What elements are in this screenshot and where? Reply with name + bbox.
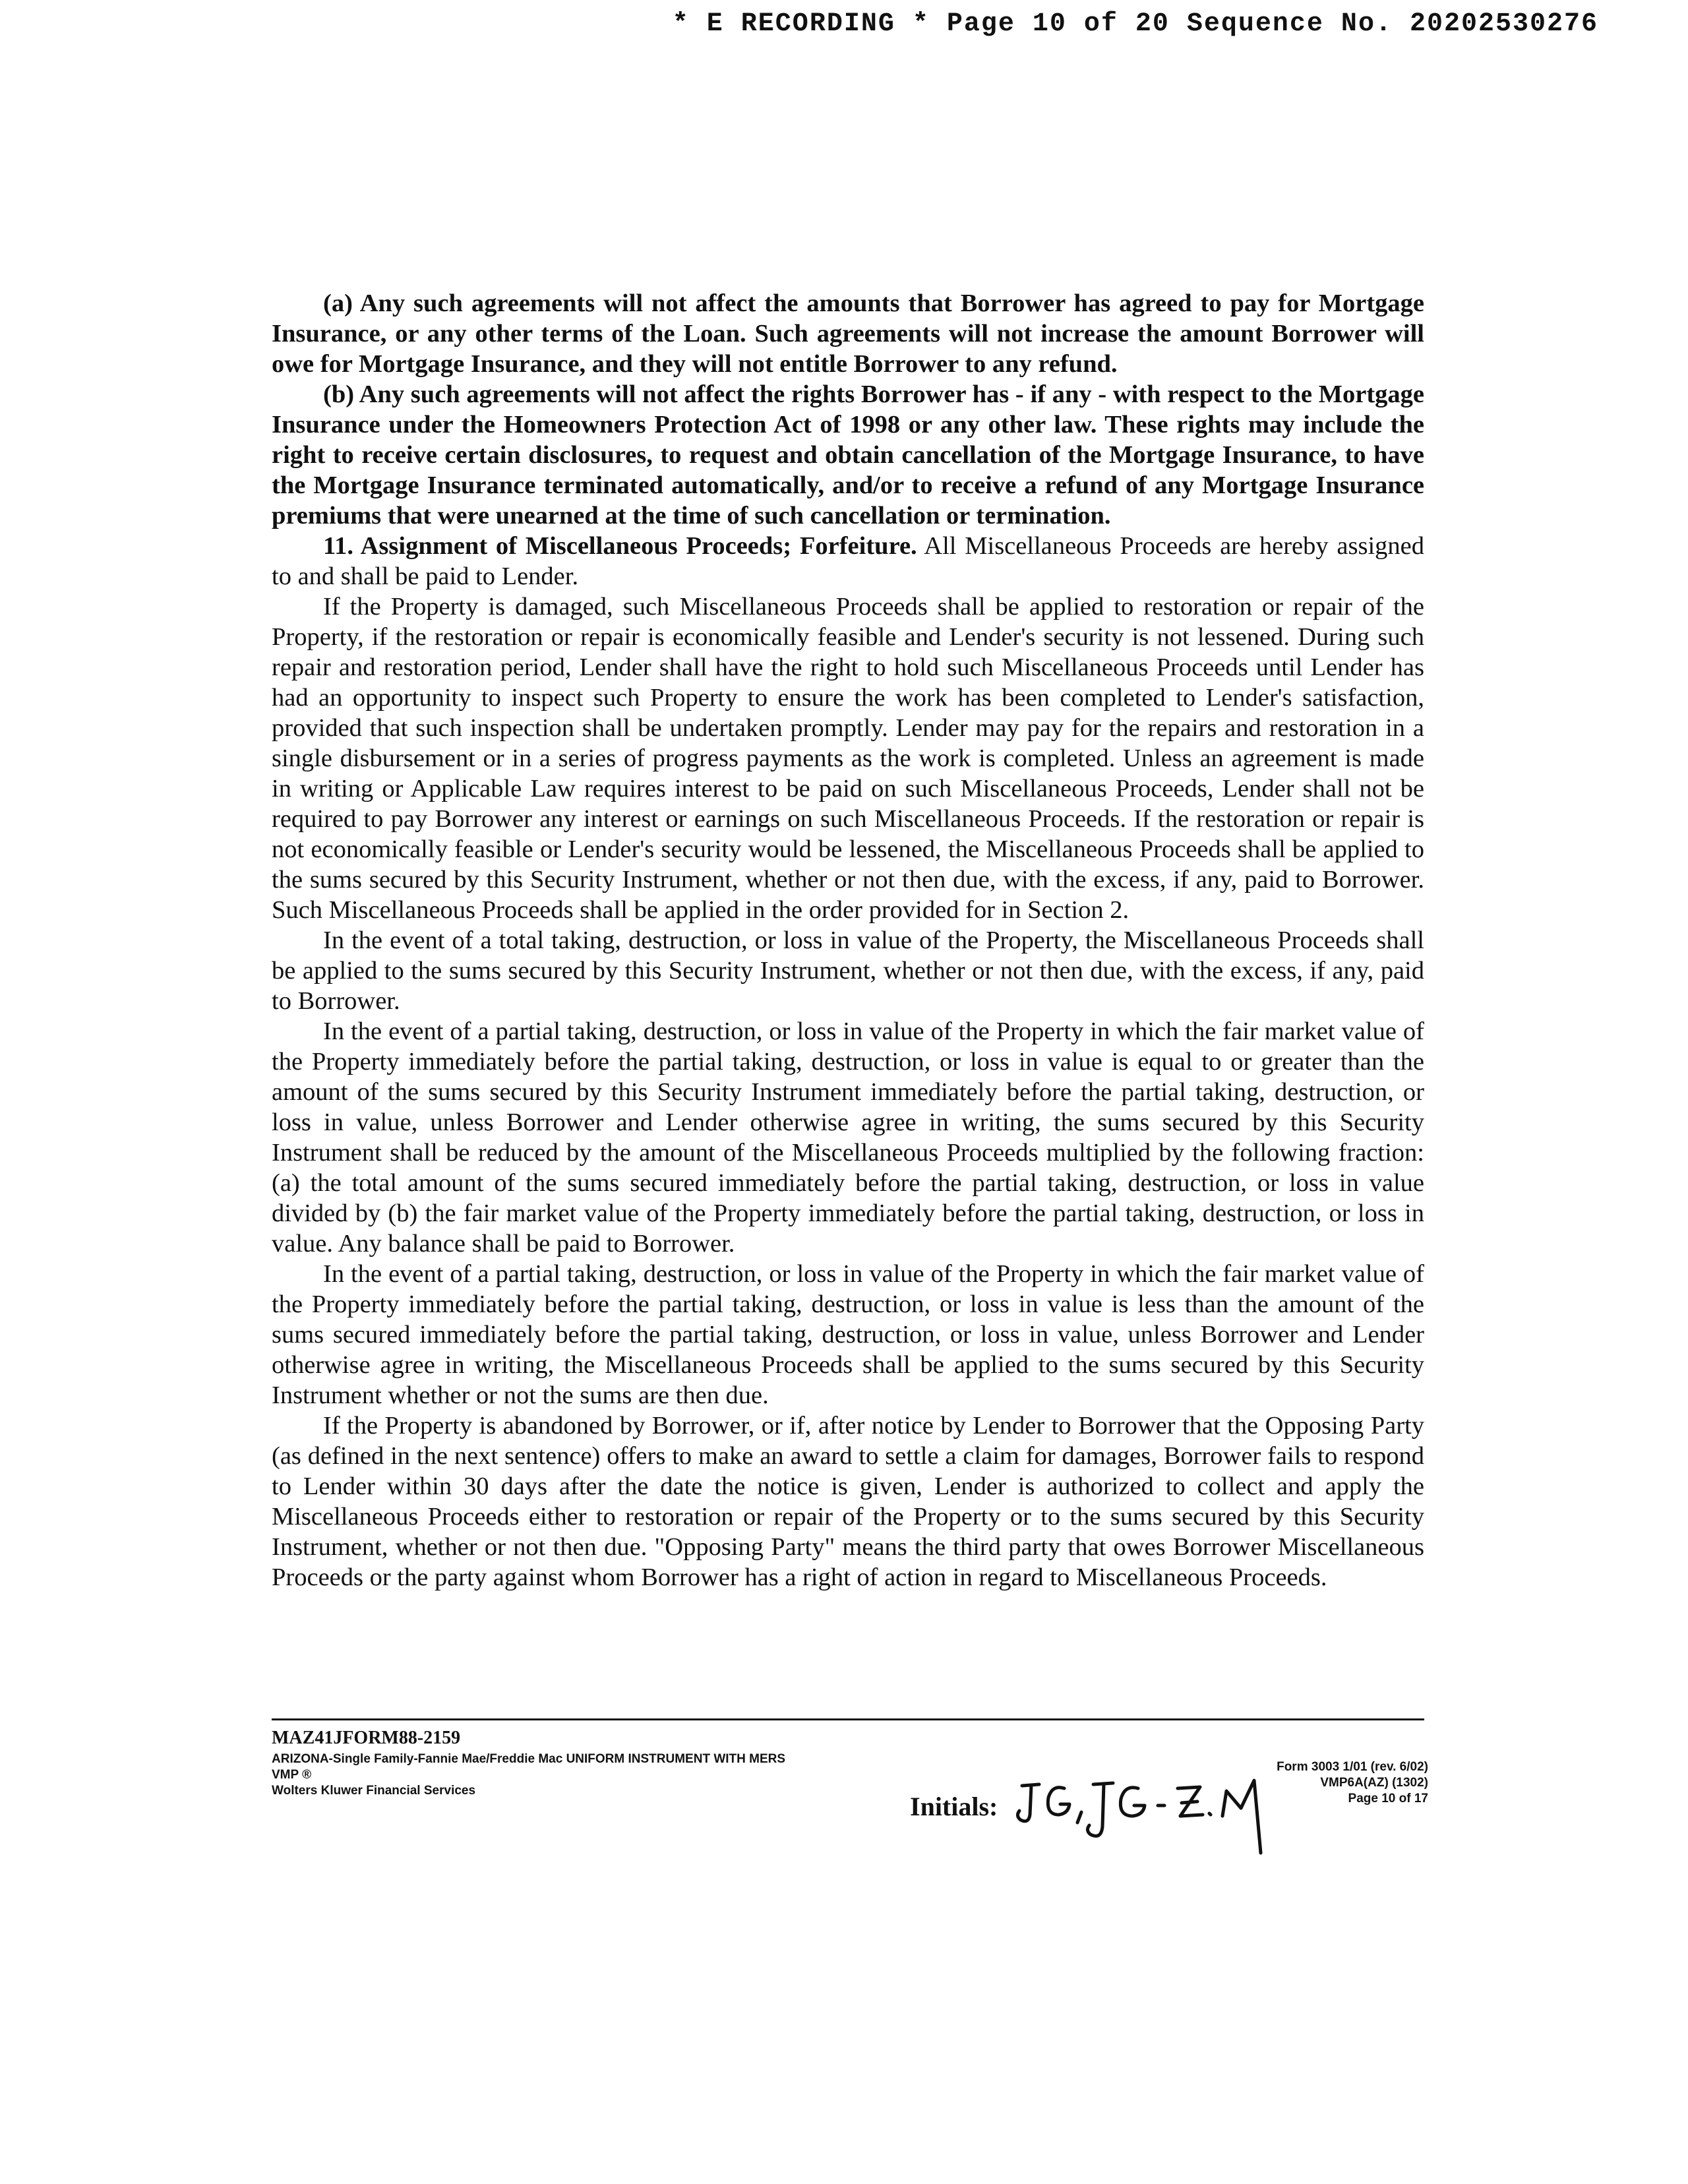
form-number: Form 3003 1/01 (rev. 6/02) bbox=[1277, 1760, 1428, 1774]
paragraph-a: (a) Any such agreements will not affect the amounts that Borrower has agreed to pay for Mortgage Insurance, or any other terms of the Loan. Such agreements will not increase the amount Borrower will owe for Mortgage Insurance, and they will not entitle Borrower to any refund. bbox=[272, 289, 1424, 378]
paragraph-partial-taking-2: In the event of a partial taking, destruction, or loss in value of the Property in which the fair market value of the Property immediately before the partial taking, destruction, or loss in value is less than the amount of the sums secured immediately before the partial taking, destruction, or loss in value, unless Borrower and Lender otherwise agree in writing, the Miscellaneous Proceeds shall be applied to the sums secured by this Security Instrument whether or not the sums are then due. bbox=[272, 1260, 1424, 1409]
initials-signature bbox=[1009, 1774, 1299, 1860]
section-11-text: All Miscellaneous Proceeds are hereby assigned to and shall be paid to Lender. bbox=[272, 532, 1424, 590]
section-11-heading: 11. Assignment of Miscellaneous Proceeds; Forfeiture. bbox=[323, 532, 917, 560]
paragraph-b: (b) Any such agreements will not affect the rights Borrower has - if any - with respect to the Mortgage Insurance under the Homeowners Protection Act of 1998 or any other law. These rights may include the right to receive certain disclosures, to request and obtain cancellation of the Mortgage Insurance, to have the Mortgage Insurance terminated automatically, and/or to receive a refund of any Mortgage Insurance premiums that were unearned at the time of such cancellation or termination. bbox=[272, 380, 1424, 530]
paragraph-total-taking: In the event of a total taking, destruction, or loss in value of the Property, the Miscellaneous Proceeds shall be applied to the sums secured by this Security Instrument, whether or not then due, with the excess, if any, paid to Borrower. bbox=[272, 926, 1424, 1015]
footer-right bbox=[1277, 1759, 1428, 1807]
vmp-code: VMP6A(AZ) (1302) bbox=[1320, 1776, 1428, 1790]
form-title: ARIZONA-Single Family-Fannie Mae/Freddie Mac UNIFORM INSTRUMENT WITH MERS bbox=[272, 1752, 786, 1766]
document-body bbox=[272, 288, 1424, 1592]
vmp-mark: VMP ® bbox=[272, 1768, 312, 1782]
footer-divider bbox=[272, 1718, 1424, 1720]
paragraph-partial-taking-1: In the event of a partial taking, destruction, or loss in value of the Property in which the fair market value of the Property immediately before the partial taking, destruction, or loss in value is equal to or greater than the amount of the sums secured by this Security Instrument immediately before the partial taking, destruction, or loss in value, unless Borrower and Lender otherwise agree in writing, the sums secured by this Security Instrument shall be reduced by the amount of the Miscellaneous Proceeds multiplied by the following fraction: (a) the total amount of the sums secured immediately before the partial taking, destruction, or loss in value divided by (b) the fair market value of the Property immediately before the partial taking, destruction, or loss in value. Any balance shall be paid to Borrower. bbox=[272, 1017, 1424, 1258]
form-code: MAZ41JFORM88-2159 bbox=[272, 1728, 461, 1748]
recording-stamp: * E RECORDING * Page 10 of 20 Sequence No. 20202530276 bbox=[672, 9, 1598, 39]
publisher: Wolters Kluwer Financial Services bbox=[272, 1784, 476, 1798]
footer-left bbox=[272, 1725, 997, 1799]
initials-label: Initials: bbox=[910, 1792, 998, 1821]
page-number: Page 10 of 17 bbox=[1348, 1792, 1428, 1805]
paragraph-damaged: If the Property is damaged, such Miscellaneous Proceeds shall be applied to restoration or repair of the Property, if the restoration or repair is economically feasible and Lender's security is not lessened. During such repair and restoration period, Lender shall have the right to hold such Miscellaneous Proceeds until Lender has had an opportunity to inspect such Property to ensure the work has been completed to Lender's satisfaction, provided that such inspection shall be undertaken promptly. Lender may pay for the repairs and restoration in a single disbursement or in a series of progress payments as the work is completed. Unless an agreement is made in writing or Applicable Law requires interest to be paid on such Miscellaneous Proceeds, Lender shall not be required to pay Borrower any interest or earnings on such Miscellaneous Proceeds. If the restoration or repair is not economically feasible or Lender's security would be lessened, the Miscellaneous Proceeds shall be applied to the sums secured by this Security Instrument, whether or not then due, with the excess, if any, paid to Borrower. Such Miscellaneous Proceeds shall be applied in the order provided for in Section 2. bbox=[272, 593, 1424, 924]
section-11 bbox=[272, 531, 1424, 592]
paragraph-abandoned: If the Property is abandoned by Borrower, or if, after notice by Lender to Borrower that the Opposing Party (as defined in the next sentence) offers to make an award to settle a claim for damages, Borrower fails to respond to Lender within 30 days after the date the notice is given, Lender is authorized to collect and apply the Miscellaneous Proceeds either to restoration or repair of the Property or to the sums secured by this Security Instrument, whether or not then due. "Opposing Party" means the third party that owes Borrower Miscellaneous Proceeds or the party against whom Borrower has a right of action in regard to Miscellaneous Proceeds. bbox=[272, 1412, 1424, 1591]
